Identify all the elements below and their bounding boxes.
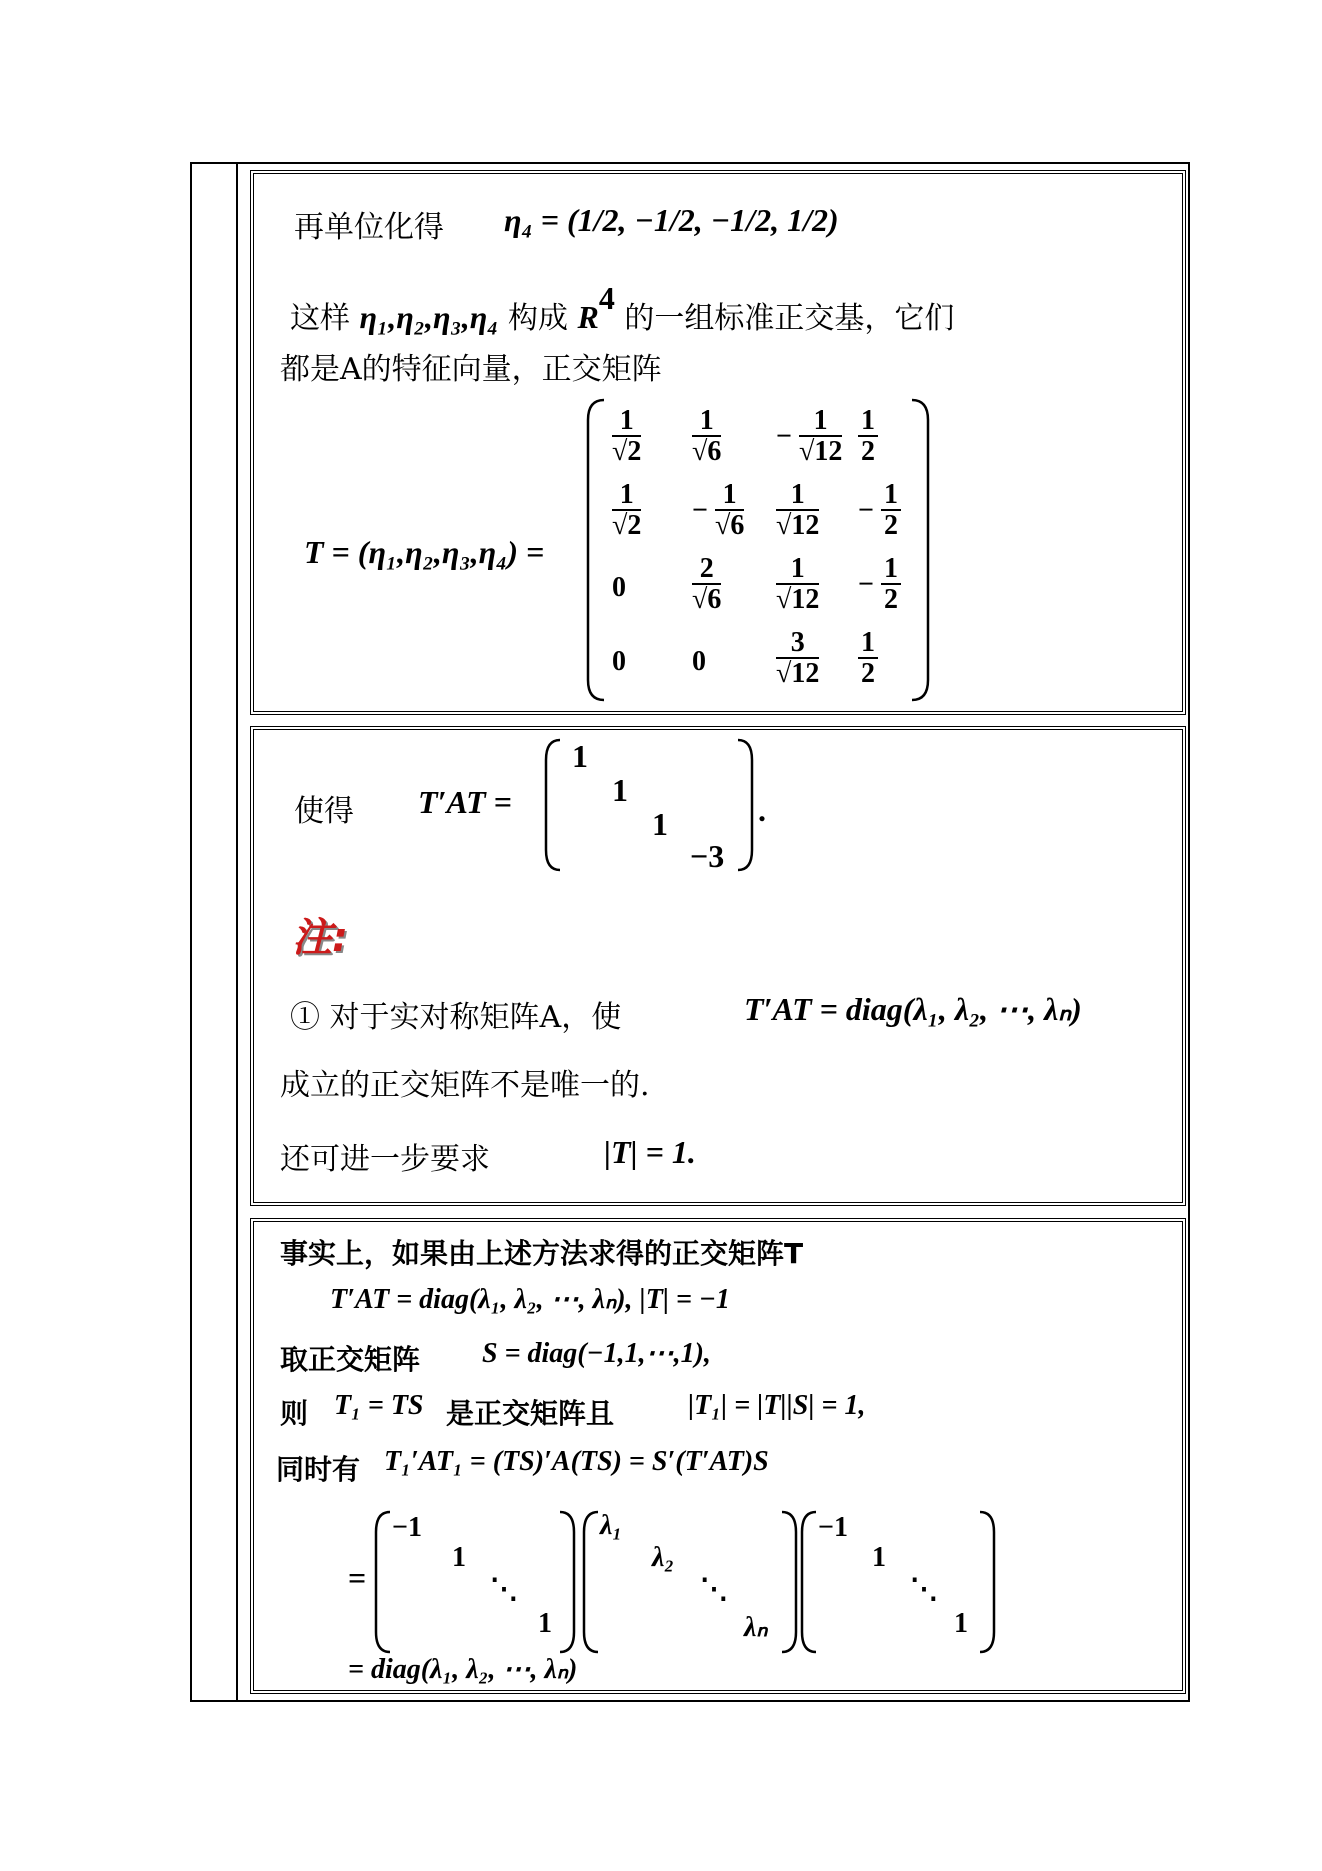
line2-suffix: 的一组标准正交基，它们: [624, 301, 955, 337]
matrix-cell-r2-c1: $\frac{1}{√2}$: [612, 479, 642, 542]
m3-entry-1: −1: [818, 1512, 848, 1543]
matrix-cell-r4-c2: 0: [692, 646, 706, 677]
eta4-formula: η₄ = (1/2, −1/2, −1/2, 1/2): [504, 202, 839, 238]
t-definition: T = (η₁,η₂,η₃,η₄) =: [304, 534, 545, 570]
matrix-cell-r3-c4: − $\frac{1}{2}$: [858, 554, 901, 616]
m3-entry-2: 1: [872, 1542, 886, 1573]
note1-formula: T′AT = diag(λ₁, λ₂, ⋯, λₙ): [744, 991, 1082, 1027]
matrix-cell-r4-c3: $\frac{3}{√12}$: [776, 627, 820, 690]
eta-list: η₁,η₂,η₃,η₄: [359, 299, 499, 336]
fact-line1: 事实上，如果由上述方法求得的正交矩阵T: [280, 1237, 804, 1270]
r-symbol: R: [577, 299, 599, 336]
normalize-label: 再单位化得: [294, 210, 444, 245]
left-margin-column: [190, 162, 238, 1702]
m3-entry-n: 1: [954, 1608, 968, 1639]
matrix-cell-r4-c4: $\frac{1}{2}$: [858, 628, 878, 690]
matrix-brackets: [254, 174, 1190, 719]
note2-formula: |T| = 1.: [604, 1134, 696, 1170]
m1-dots: ⋱: [490, 1574, 518, 1605]
matrix-cell-r1-c2: $\frac{1}{√6}$: [692, 405, 722, 468]
product-brackets: [254, 1222, 1190, 1698]
m2-entry-1: λ₁: [600, 1510, 623, 1541]
fact-line3-label: 取正交矩阵: [280, 1343, 421, 1376]
eigenvector-line: 都是A的特征向量，正交矩阵: [280, 352, 662, 387]
matrix-cell-r3-c3: $\frac{1}{√12}$: [776, 553, 820, 616]
matrix-cell-r2-c3: $\frac{1}{√12}$: [776, 479, 820, 542]
shide-label: 使得: [294, 794, 354, 829]
line2-prefix: 这样: [290, 301, 350, 337]
fact-line4-a: 则: [280, 1397, 309, 1430]
matrix-cell-r2-c2: − $\frac{1}{√6}$: [692, 479, 745, 542]
m1-entry-n: 1: [538, 1608, 552, 1639]
fact-line4-d: |T₁| = |T||S| = 1,: [688, 1390, 866, 1421]
line2-mid: 构成: [507, 301, 568, 337]
tat-lhs: T′AT =: [418, 784, 512, 820]
fact-line3-formula: S = diag(−1,1,⋯,1),: [482, 1338, 711, 1369]
matrix-cell-r1-c1: $\frac{1}{√2}$: [612, 405, 642, 468]
fact-line4-b: T₁ = TS: [334, 1390, 424, 1421]
m3-dots: ⋱: [910, 1574, 938, 1605]
note-label: 注:: [292, 915, 348, 961]
note2-text: 还可进一步要求: [280, 1142, 490, 1177]
diag-entry-4: −3: [690, 838, 725, 874]
r-superscript: 4: [598, 280, 615, 316]
fact-line2: T′AT = diag(λ₁, λ₂, ⋯, λₙ), |T| = −1: [330, 1284, 730, 1315]
equals-sign: =: [348, 1560, 367, 1596]
fact-line5-label: 同时有: [276, 1453, 361, 1486]
diag-entry-3: 1: [652, 806, 668, 842]
matrix-cell-r1-c4: $\frac{1}{2}$: [858, 406, 878, 468]
note1-prefix: ① 对于实对称矩阵A，使: [290, 1000, 622, 1035]
final-result: = diag(λ₁, λ₂, ⋯, λₙ): [348, 1654, 578, 1685]
panel-result-and-note: [250, 726, 1186, 1206]
matrix-cell-r3-c1: 0: [612, 572, 626, 603]
matrix-cell-r3-c2: $\frac{2}{√6}$: [692, 553, 722, 616]
m1-entry-1: −1: [392, 1512, 422, 1543]
diag-entry-1: 1: [572, 738, 588, 774]
period: .: [758, 792, 766, 828]
matrix-cell-r4-c1: 0: [612, 646, 626, 677]
matrix-cell-r1-c3: − $\frac{1}{√12}$: [776, 405, 843, 468]
note1-line2: 成立的正交矩阵不是唯一的.: [280, 1068, 650, 1103]
fact-line5-formula: T₁′AT₁ = (TS)′A(TS) = S′(T′AT)S: [384, 1446, 769, 1477]
m1-entry-2: 1: [452, 1542, 466, 1573]
m2-dots: ⋱: [700, 1574, 728, 1605]
matrix-cell-r2-c4: − $\frac{1}{2}$: [858, 480, 901, 542]
m2-entry-n: λₙ: [744, 1612, 768, 1643]
m2-entry-2: λ₂: [652, 1542, 675, 1573]
fact-line4-c: 是正交矩阵且: [446, 1397, 615, 1430]
panel-fact: [250, 1218, 1186, 1694]
diag-entry-2: 1: [612, 772, 628, 808]
panel-normalization: [250, 170, 1186, 715]
